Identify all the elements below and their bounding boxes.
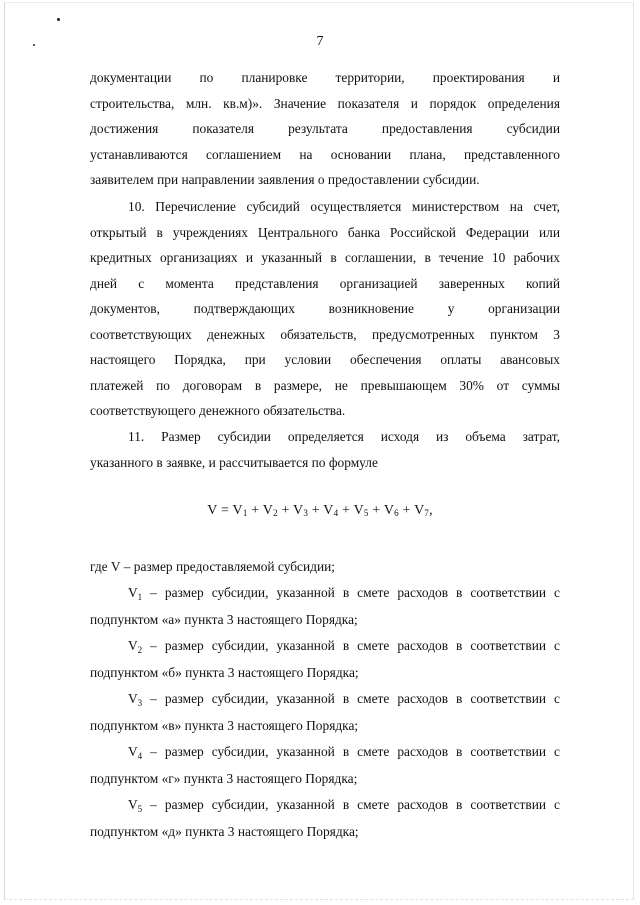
text-line: достижения показателя результата предоставления субсидии (90, 121, 560, 136)
paragraph-continuation (90, 65, 560, 193)
definition-text: – размер субсидии, указанной в смете расходов в соответствии с (142, 584, 560, 600)
definition-v5-line1 (90, 792, 560, 820)
formula (0, 503, 640, 519)
definition-v4-line2: подпунктом «г» пункта 3 настоящего Порядка; (90, 771, 358, 786)
definition-text: – размер субсидии, указанной в смете расходов в соответствии с (142, 743, 560, 759)
definition-text: – размер субсидии, указанной в смете расходов в соответствии с (142, 637, 560, 653)
scan-speck (57, 18, 60, 21)
page-number: 7 (316, 34, 324, 49)
text-line: платежей по договорам в размере, не превышающем 30% от суммы (90, 377, 560, 393)
variable-index: 5 (137, 803, 143, 814)
text-line: открытый в учреждениях Центрального банка Российской Федерации или (90, 224, 560, 240)
text-line: настоящего Порядка, при условии обеспечения оплаты авансовых (90, 352, 560, 367)
text-line: 11. Размер субсидии определяется исходя из объема затрат, (128, 429, 560, 444)
variable-symbol: V (128, 796, 138, 812)
definition-text: – размер субсидии, указанной в смете расходов в соответствии с (142, 690, 560, 706)
variable-index: 3 (137, 697, 143, 708)
definition-v3-line2: подпунктом «в» пункта 3 настоящего Порядка; (90, 718, 359, 733)
text-line: кредитных организациях и указанный в соглашении, в течение 10 рабочих (90, 250, 560, 265)
definition-v1-line2: подпунктом «а» пункта 3 настоящего Порядка; (90, 612, 358, 627)
variable-index: 4 (137, 750, 143, 761)
paragraph-item-11 (90, 424, 560, 475)
text-line: 10. Перечисление субсидий осуществляется министерством на счет, (128, 199, 560, 214)
text-line: заявителем при направлении заявления о предоставлении субсидии. (90, 172, 480, 187)
variable-index: 1 (137, 591, 143, 602)
paragraph-item-10 (90, 194, 560, 424)
text-line: дней с момента представления организацией заверенных копий (90, 275, 560, 291)
variable-index: 2 (137, 644, 143, 655)
definition-v5-line2: подпунктом «д» пункта 3 настоящего Порядка; (90, 824, 359, 839)
variable-symbol: V (128, 690, 138, 706)
formula-text: $V = V_1 + V_2 + V_3 + V_4 + V_5 + V_6 + V_7$, (207, 503, 433, 518)
text-line: документов, подтверждающих возникновение у организации (90, 301, 560, 316)
text-line: документации по планировке территории, проектирования и (90, 70, 560, 85)
definitions (90, 554, 560, 845)
definition-v3-line1 (90, 686, 560, 714)
definition-v2-line2: подпунктом «б» пункта 3 настоящего Порядка; (90, 665, 359, 680)
text-line: устанавливаются соглашением на основании плана, представленного (90, 146, 560, 162)
definition-text: – размер субсидии, указанной в смете расходов в соответствии с (142, 796, 560, 812)
text-line: строительства, млн. кв.м)». Значение показателя и порядок определения (90, 95, 560, 111)
variable-symbol: V (128, 637, 138, 653)
text-line: указанного в заявке, и рассчитывается по формуле (90, 454, 378, 470)
definition-v2-line1 (90, 633, 560, 661)
variable-symbol: V (128, 584, 138, 600)
definition-v4-line1 (90, 739, 560, 767)
definition-intro: где V – размер предоставляемой субсидии; (90, 559, 336, 574)
text-line: соответствующего денежного обязательства. (90, 403, 346, 418)
definition-v1-line1 (90, 580, 560, 608)
text-line: соответствующих денежных обязательств, предусмотренных пунктом 3 (90, 326, 560, 342)
variable-symbol: V (128, 743, 138, 759)
